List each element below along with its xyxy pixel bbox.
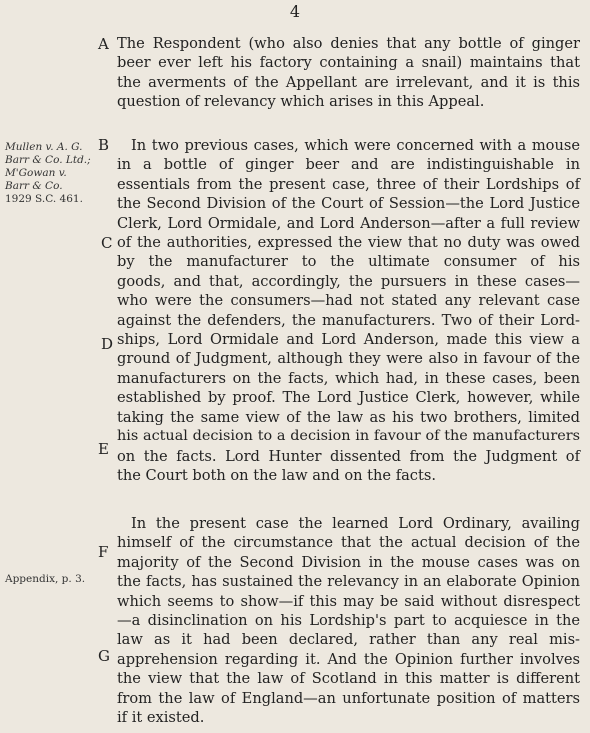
text-line: beer ever left his factory containing a snail) maintains that — [117, 54, 580, 72]
text-line: manufacturers on the facts, which had, in these cases, been — [117, 369, 580, 387]
side-note-line: Barr & Co. — [5, 180, 63, 192]
text-line: by the manufacturer to the ultimate consumer of his — [117, 253, 580, 271]
text-line: question of relevancy which arises in this Appeal. — [117, 93, 485, 111]
margin-marker-g: G — [98, 647, 110, 665]
text-line: majority of the Second Division in the mouse cases was on — [117, 553, 580, 571]
text-line: In two previous cases, which were concerned with a mouse — [131, 137, 580, 154]
text-line: which seems to show—if this may be said without disrespect — [117, 592, 580, 610]
text-line: on the facts. Lord Hunter dissented from the Judgment of — [117, 447, 580, 465]
text-line: in a bottle of ginger beer and are indistinguishable in — [117, 156, 580, 174]
text-line: In the present case the learned Lord Ordinary, availing — [131, 515, 580, 532]
margin-marker-f: F — [98, 543, 109, 561]
margin-marker-e: E — [98, 440, 109, 458]
margin-marker-d: D — [101, 335, 114, 353]
side-note-line: M'Gowan v. — [5, 167, 67, 179]
text-line: his actual decision to a decision in favour of the manufacturers — [117, 428, 580, 445]
side-note-line: Mullen v. A. G. — [5, 141, 83, 153]
text-line: who were the consumers—had not stated any relevant case — [117, 292, 580, 310]
text-line: the view that the law of Scotland in this matter is different — [117, 670, 580, 688]
text-line: essentials from the present case, three of their Lordships of — [117, 175, 580, 193]
text-line: apprehension regarding it. And the Opinion further involves — [117, 650, 580, 668]
text-line: of the authorities, expressed the view that no duty was owed — [117, 234, 580, 252]
side-note-appendix: Appendix, p. 3. — [5, 573, 86, 585]
text-line: —a disinclination on his Lordship's part to acquiesce in the — [117, 612, 580, 630]
page-number: 4 — [289, 2, 301, 21]
text-line: The Respondent (who also denies that any bottle of ginger — [117, 35, 580, 52]
margin-marker-a: A — [98, 35, 109, 53]
text-line: goods, and that, accordingly, the pursuers in these cases— — [117, 272, 580, 290]
text-line: himself of the circumstance that the actual decision of the — [117, 534, 580, 552]
text-line: against the defenders, the manufacturers. Two of their Lord- — [117, 311, 580, 329]
text-line: taking the same view of the law as his two brothers, limited — [117, 408, 580, 426]
text-line: ships, Lord Ormidale and Lord Anderson, made this view a — [117, 331, 580, 349]
text-line: if it existed. — [117, 709, 205, 727]
text-line: the facts, has sustained the relevancy in an elaborate Opinion — [117, 573, 580, 591]
side-note-mullen-citation — [5, 141, 91, 206]
paragraph-present-case — [117, 514, 580, 727]
paragraph-previous-cases — [117, 136, 580, 485]
text-line: the averments of the Appellant are irrelevant, and it is this — [117, 73, 580, 91]
paragraph-respondent — [117, 34, 580, 112]
text-line: law as it had been declared, rather than any real mis- — [117, 631, 580, 649]
side-note-line: 1929 S.C. 461. — [5, 193, 83, 205]
side-note-line: Barr & Co. Ltd.; — [5, 154, 91, 166]
text-line: the Court both on the law and on the facts. — [117, 466, 436, 484]
text-line: established by proof. The Lord Justice Clerk, however, while — [117, 389, 580, 407]
text-line: ground of Judgment, although they were also in favour of the — [117, 350, 580, 368]
text-line: Clerk, Lord Ormidale, and Lord Anderson—after a full review — [117, 214, 580, 232]
text-line: from the law of England—an unfortunate position of matters — [117, 689, 580, 707]
margin-marker-b: B — [98, 136, 110, 154]
margin-marker-c: C — [101, 234, 113, 252]
text-line: the Second Division of the Court of Session—the Lord Justice — [117, 195, 580, 213]
